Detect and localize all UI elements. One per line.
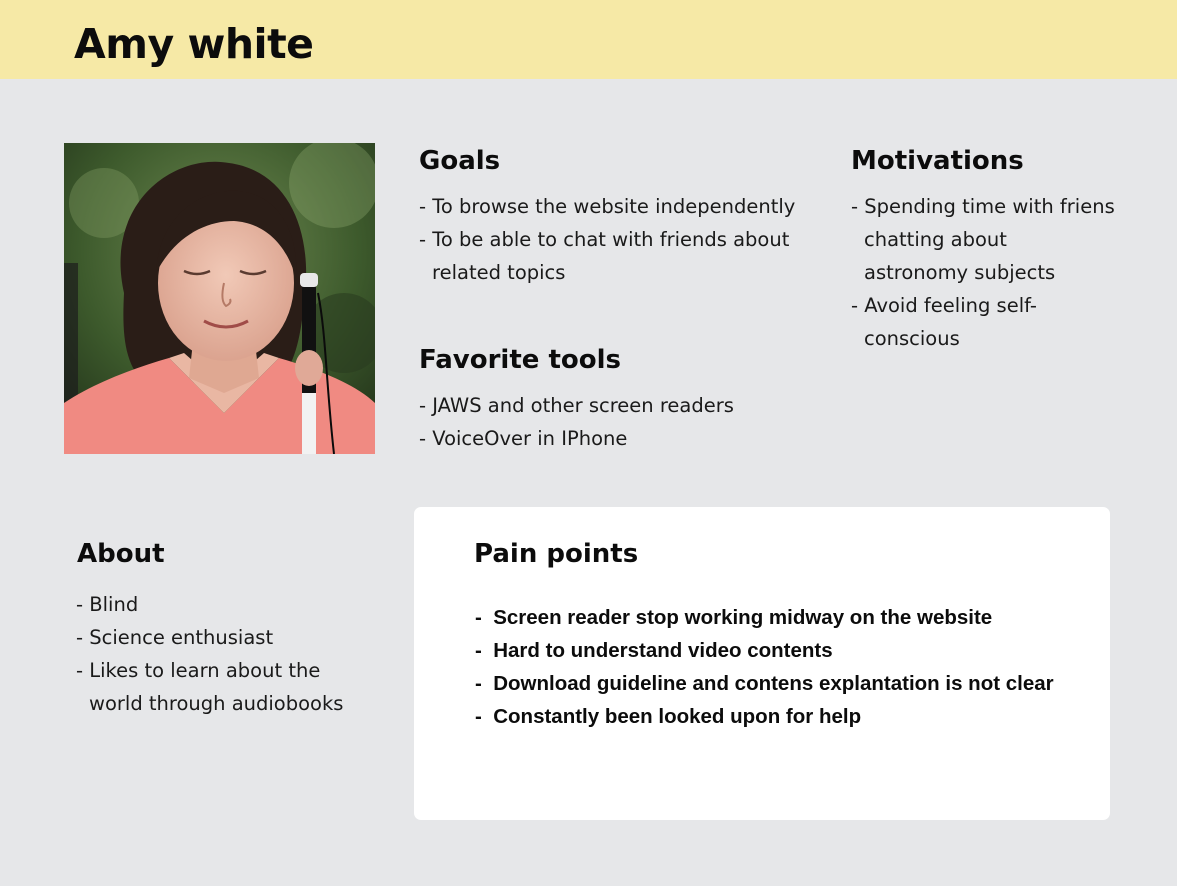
persona-photo xyxy=(64,143,375,454)
about-item: - Likes to learn about the world through audiobooks xyxy=(76,654,376,720)
motivations-list xyxy=(851,190,1121,355)
about-item: - Science enthusiast xyxy=(76,621,376,654)
pain-point-item: - Hard to understand video contents xyxy=(475,634,1054,667)
motivations-title: Motivations xyxy=(851,146,1024,176)
goals-title: Goals xyxy=(419,146,501,176)
header-banner xyxy=(0,0,1177,79)
pain-point-item: - Constantly been looked upon for help xyxy=(475,700,1054,733)
motivation-item: - Spending time with friens chatting about astronomy subjects xyxy=(851,190,1116,289)
pain-point-item: - Download guideline and contens explantation is not clear xyxy=(475,667,1054,700)
goal-item: - To browse the website independently xyxy=(419,190,809,223)
favorite-tools-title: Favorite tools xyxy=(419,345,621,375)
pain-point-item: - Screen reader stop working midway on the website xyxy=(475,601,1054,634)
favorite-tools-list xyxy=(419,389,809,455)
about-list xyxy=(76,588,376,720)
pain-points-list xyxy=(475,601,1054,733)
pain-points-title: Pain points xyxy=(474,539,639,569)
tool-item: - VoiceOver in IPhone xyxy=(419,422,809,455)
about-title: About xyxy=(77,539,165,569)
about-item: - Blind xyxy=(76,588,376,621)
persona-name: Amy white xyxy=(74,20,314,68)
goals-list xyxy=(419,190,809,289)
motivation-item: - Avoid feeling self-conscious xyxy=(851,289,1116,355)
goal-item: - To be able to chat with friends about related topics xyxy=(419,223,809,289)
tool-item: - JAWS and other screen readers xyxy=(419,389,809,422)
